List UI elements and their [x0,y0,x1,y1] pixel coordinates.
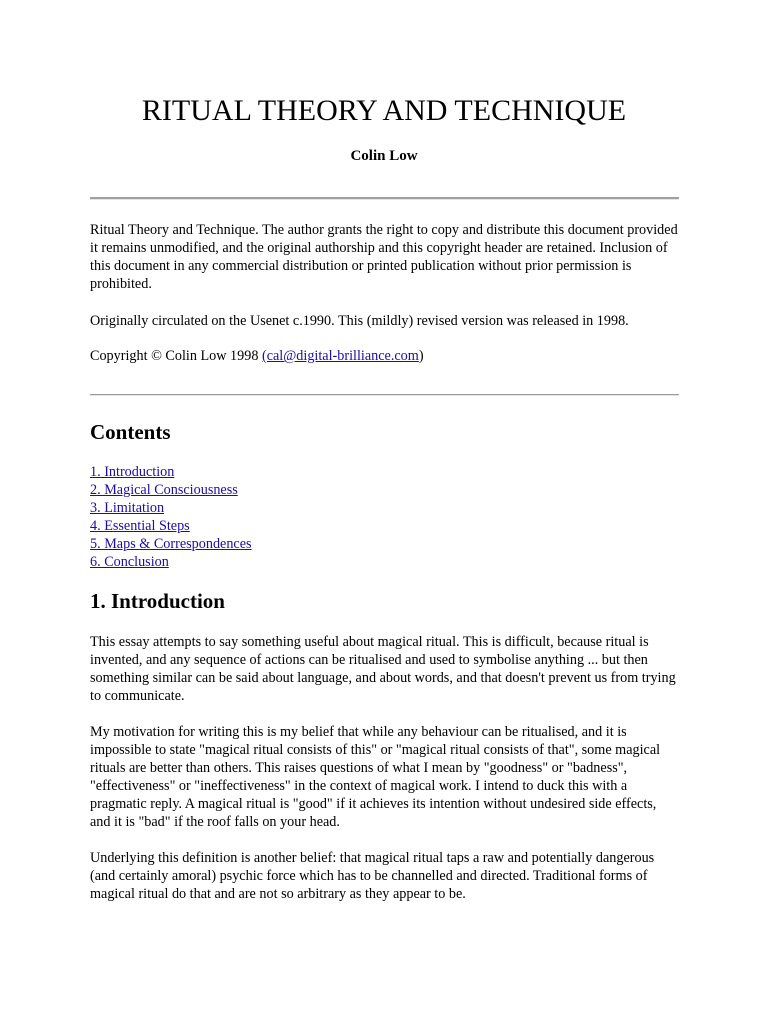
copyright-close: ) [418,348,424,364]
intro-paragraph: This essay attempts to say something useful about magical ritual. This is difficult, because ritual is invented, and any sequence of actions can be ritualised and used to symbolise anything ... but then something similar can be said about language, and about words, and that doesn't prevent us from trying to communicate. [90,634,676,704]
email-link[interactable]: (cal@digital-brilliance.com [261,348,419,364]
contents-divider [90,394,679,396]
toc-item [90,553,680,571]
copyright-block [90,347,680,365]
toc-item [90,517,680,535]
toc-item [90,463,680,481]
toc-link-introduction[interactable]: 1. Introduction [90,464,175,480]
table-of-contents [90,463,680,571]
toc-item [90,535,680,553]
license-paragraph: Ritual Theory and Technique. The author grants the right to copy and distribute this document provided it remains unmodified, and the original authorship and this copyright header are retained. Inclusion of this document in any commercial distribution or printed publication without prior permission is prohibited. [90,222,678,292]
intro-paragraph-1-block [90,633,680,705]
toc-link-essential-steps[interactable]: 4. Essential Steps [90,518,190,534]
intro-paragraph-2-block [90,723,680,831]
toc-item [90,499,680,517]
author-name: Colin Low [350,148,418,164]
copyright-text: Copyright © Colin Low 1998 [90,348,262,364]
toc-link-conclusion[interactable]: 6. Conclusion [90,554,169,570]
toc-link-maps-correspondences[interactable]: 5. Maps & Correspondences [90,536,252,552]
intro-paragraph-3-block [90,849,680,903]
introduction-heading: 1. Introduction [90,589,225,613]
contents-heading: Contents [90,420,171,444]
history-block [90,312,680,330]
preamble [90,221,680,293]
intro-paragraph: My motivation for writing this is my belief that while any behaviour can be ritualised, and it is impossible to state "magical ritual consists of this" or "magical ritual consists of that", some magical rituals are better than others. This raises questions of what I mean by "goodness" or "badness", "effectiveness" or "ineffectiveness" in the context of magical work. I intend to duck this with a pragmatic reply. A magical ritual is "good" if it achieves its intention without undesired side effects, and it is "bad" if the roof falls on your head. [90,724,661,830]
toc-link-limitation[interactable]: 3. Limitation [90,500,165,516]
intro-paragraph: Underlying this definition is another belief: that magical ritual taps a raw and potentially dangerous (and certainly amoral) psychic force which has to be channelled and directed. Traditional forms of magical ritual do that and are not so arbitrary as they appear to be. [90,850,655,902]
toc-link-magical-consciousness[interactable]: 2. Magical Consciousness [90,482,238,498]
toc-item [90,481,680,499]
copyright-paragraph [90,347,680,365]
document-title: RITUAL THEORY AND TECHNIQUE [141,94,627,127]
history-paragraph: Originally circulated on the Usenet c.1990. This (mildly) revised version was released in 1998. [90,313,629,329]
header-divider [90,197,679,200]
